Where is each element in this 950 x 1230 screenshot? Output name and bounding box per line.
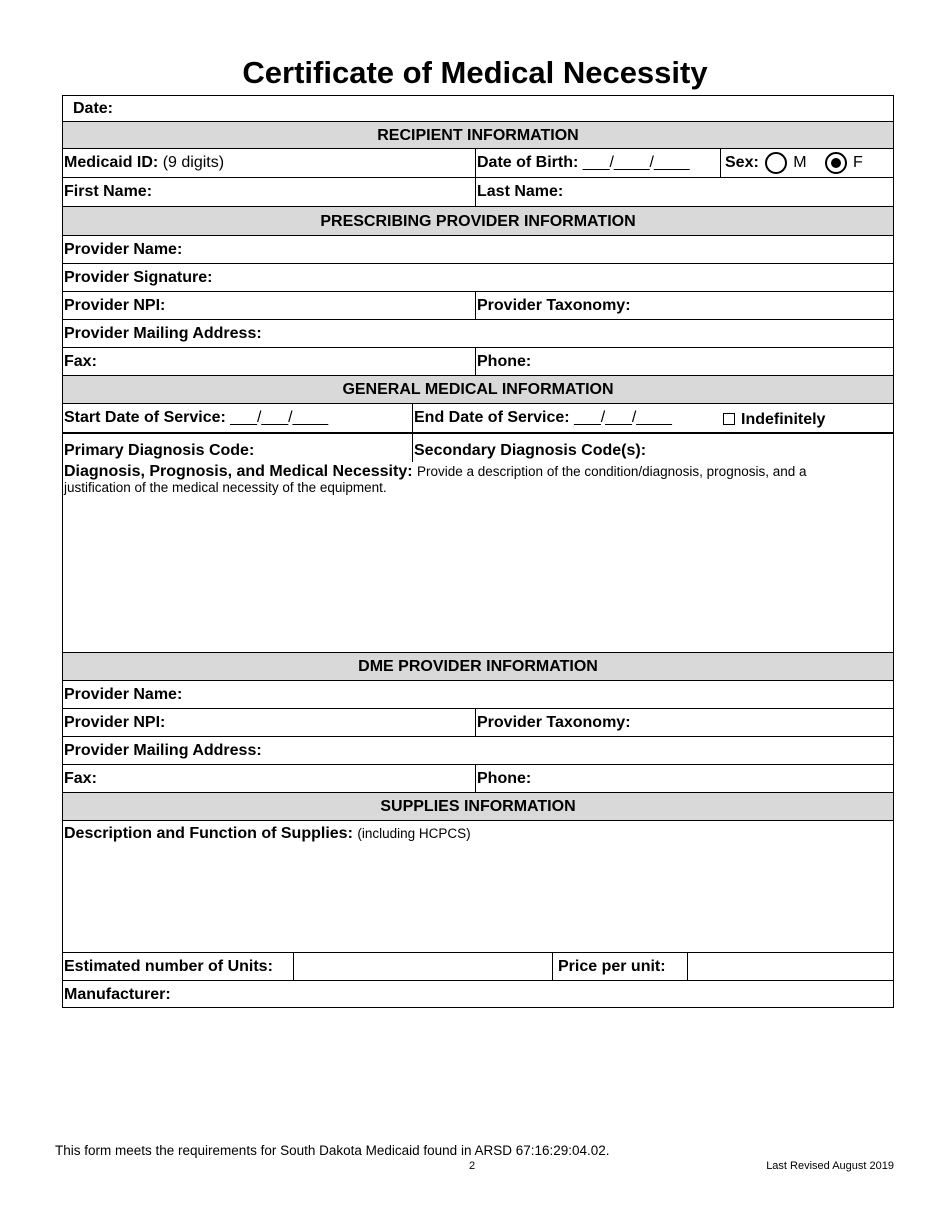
end-date-label: End Date of Service:: [414, 409, 570, 426]
prescribing-phone-label: Phone:: [477, 353, 532, 370]
last-name-label: Last Name:: [477, 183, 564, 200]
sex-f-radio[interactable]: [825, 152, 847, 174]
supplies-description-hint: (including HCPCS): [357, 826, 471, 841]
dme-provider-name-field[interactable]: [63, 681, 893, 708]
prescribing-address-label: Provider Mailing Address:: [64, 325, 262, 342]
manufacturer-field[interactable]: [63, 981, 893, 1008]
units-label: Estimated number of Units:: [64, 958, 273, 975]
recipient-section-header: RECIPIENT INFORMATION: [63, 122, 893, 149]
manufacturer-label: Manufacturer:: [64, 986, 171, 1003]
dme-npi-field[interactable]: [63, 709, 475, 736]
supplies-section-header: SUPPLIES INFORMATION: [63, 793, 893, 821]
recipient-name-row: [63, 178, 893, 207]
general-section-header: GENERAL MEDICAL INFORMATION: [63, 376, 893, 404]
dme-provider-name-label: Provider Name:: [64, 686, 183, 703]
end-date-field[interactable]: [412, 404, 712, 432]
sex-m-label: M: [793, 154, 807, 171]
date-label: Date:: [73, 100, 114, 117]
dme-address-label: Provider Mailing Address:: [64, 742, 262, 759]
dpmn-field[interactable]: [63, 462, 893, 652]
primary-dx-label: Primary Diagnosis Code:: [64, 442, 255, 459]
dme-phone-field[interactable]: [475, 765, 893, 792]
prescribing-signature-row: [63, 264, 893, 292]
first-name-label: First Name:: [64, 183, 153, 200]
prescribing-section-header: PRESCRIBING PROVIDER INFORMATION: [63, 207, 893, 236]
dpmn-hint: Provide a description of the condition/diagnosis, prognosis, and a justification of the medical necessity of the equipment.: [64, 464, 807, 495]
dob-field[interactable]: [475, 149, 720, 177]
page-number: 2: [469, 1160, 476, 1172]
dme-section-header: DME PROVIDER INFORMATION: [63, 653, 893, 681]
dob-label: Date of Birth:: [477, 154, 579, 171]
service-dates-row: [63, 404, 893, 434]
sex-f-label: F: [853, 154, 863, 171]
manufacturer-row: [63, 981, 893, 1008]
prescribing-npi-field[interactable]: [63, 292, 475, 319]
dme-address-field[interactable]: [63, 737, 893, 764]
dpmn-label: Diagnosis, Prognosis, and Medical Necessity:: [64, 463, 413, 480]
dme-name-row: [63, 681, 893, 709]
provider-signature-field[interactable]: [63, 264, 893, 291]
first-name-field[interactable]: [63, 178, 475, 206]
diagnosis-codes-row: [63, 434, 893, 462]
prescribing-address-field[interactable]: [63, 320, 893, 347]
footer-requirement-text: This form meets the requirements for South Dakota Medicaid found in ARSD 67:16:29:04.02.: [55, 1143, 610, 1158]
medicaid-id-field[interactable]: [63, 149, 475, 177]
sex-m-radio[interactable]: [765, 152, 787, 174]
secondary-dx-field[interactable]: [412, 434, 893, 462]
indefinitely-option[interactable]: [722, 404, 893, 432]
dob-blank: ___/____/____: [582, 154, 690, 171]
prescribing-provider-name-label: Provider Name:: [64, 241, 183, 258]
sex-field: [720, 149, 893, 177]
units-label-cell: [63, 953, 293, 980]
prescribing-provider-name-field[interactable]: [63, 236, 893, 263]
medical-necessity-form: [62, 95, 894, 1008]
start-date-label: Start Date of Service:: [64, 409, 226, 426]
dme-npi-row: [63, 709, 893, 737]
date-row: [63, 96, 893, 122]
start-date-blank: ___/___/____: [230, 409, 329, 426]
prescribing-taxonomy-field[interactable]: [475, 292, 893, 319]
last-revised-text: Last Revised August 2019: [766, 1160, 894, 1172]
dme-contact-row: [63, 765, 893, 793]
dme-phone-label: Phone:: [477, 770, 532, 787]
primary-dx-field[interactable]: [63, 434, 412, 462]
prescribing-npi-row: [63, 292, 893, 320]
price-label-cell: [552, 953, 687, 980]
indefinitely-checkbox[interactable]: [723, 413, 735, 425]
prescribing-phone-field[interactable]: [475, 348, 893, 375]
units-price-row: [63, 953, 893, 981]
page-title: Certificate of Medical Necessity: [242, 55, 708, 90]
prescribing-name-row: [63, 236, 893, 264]
medicaid-id-hint: (9 digits): [162, 154, 225, 171]
prescribing-taxonomy-label: Provider Taxonomy:: [477, 297, 631, 314]
dpmn-row: [63, 462, 893, 653]
provider-signature-label: Provider Signature:: [64, 269, 213, 286]
last-name-field[interactable]: [475, 178, 893, 206]
prescribing-fax-field[interactable]: [63, 348, 475, 375]
supplies-description-row: [63, 821, 893, 953]
prescribing-npi-label: Provider NPI:: [64, 297, 166, 314]
date-field[interactable]: [72, 96, 113, 121]
dme-fax-label: Fax:: [64, 770, 97, 787]
medicaid-id-label: Medicaid ID:: [64, 154, 159, 171]
supplies-description-label: Description and Function of Supplies:: [64, 825, 353, 842]
price-input[interactable]: [687, 953, 893, 980]
dme-taxonomy-field[interactable]: [475, 709, 893, 736]
start-date-field[interactable]: [63, 404, 412, 432]
supplies-description-field[interactable]: [63, 821, 893, 952]
prescribing-contact-row: [63, 348, 893, 376]
dme-npi-label: Provider NPI:: [64, 714, 166, 731]
units-input[interactable]: [293, 953, 552, 980]
recipient-id-row: [63, 149, 893, 178]
sex-label: Sex:: [725, 154, 759, 171]
price-label: Price per unit:: [558, 958, 666, 975]
secondary-dx-label: Secondary Diagnosis Code(s):: [414, 442, 647, 459]
indefinitely-label: Indefinitely: [741, 411, 826, 428]
dme-address-row: [63, 737, 893, 765]
prescribing-fax-label: Fax:: [64, 353, 97, 370]
dme-taxonomy-label: Provider Taxonomy:: [477, 714, 631, 731]
prescribing-address-row: [63, 320, 893, 348]
dme-fax-field[interactable]: [63, 765, 475, 792]
end-date-blank: ___/___/____: [574, 409, 672, 426]
